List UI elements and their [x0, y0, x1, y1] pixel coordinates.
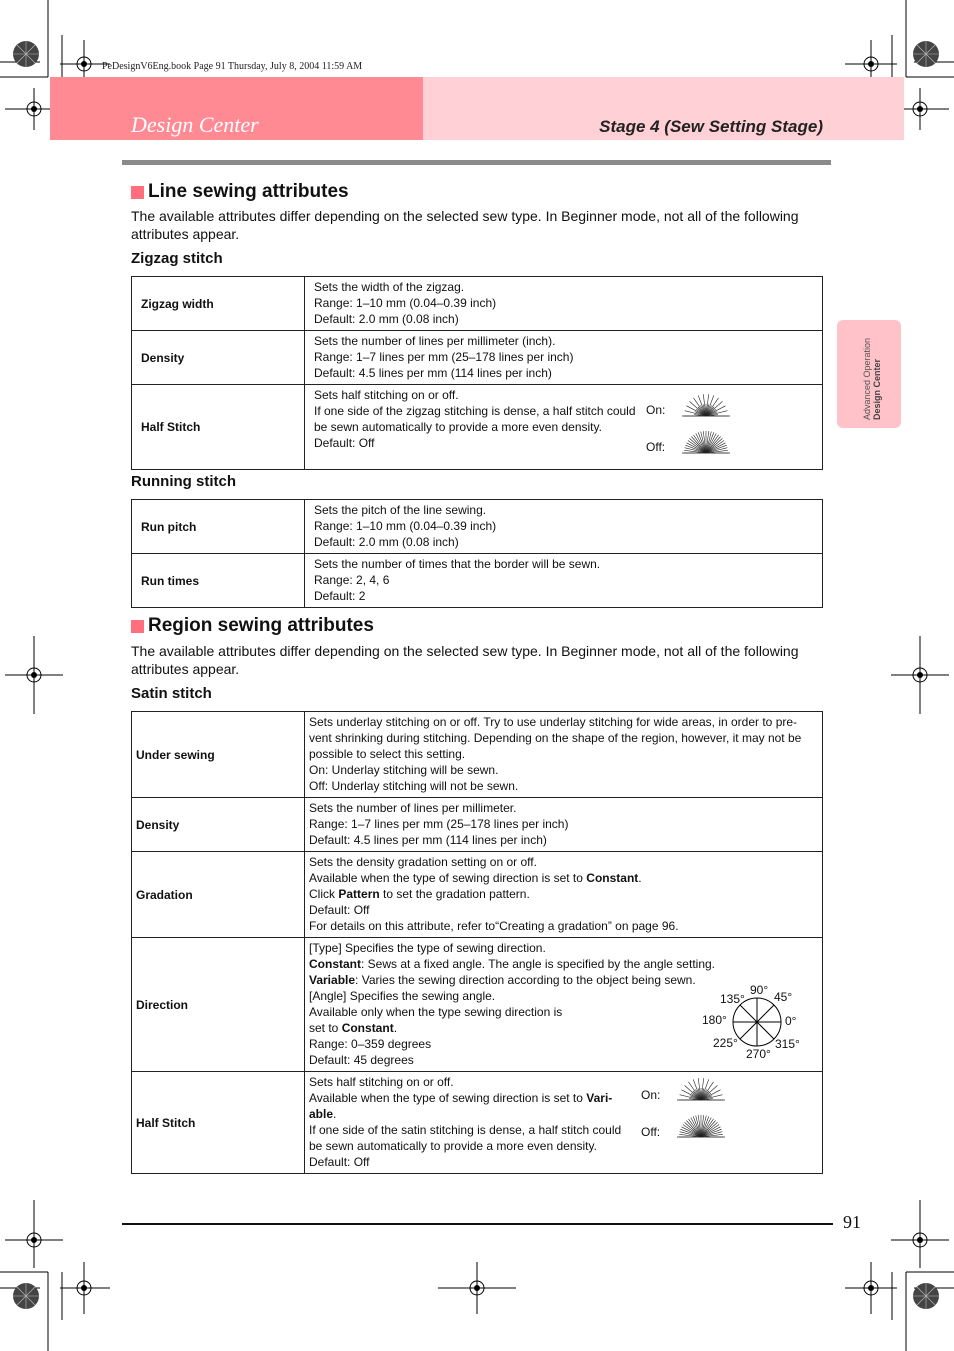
- desc-line: Off: Underlay stitching will not be sewn.: [309, 779, 519, 793]
- angle-270-label: 270°: [746, 1047, 771, 1061]
- page-number: 91: [843, 1212, 861, 1232]
- desc-line: If one side of the zigzag stitching is dense, a half stitch could: [314, 404, 636, 418]
- desc-line: Available when the type of sewing direction is set to Vari-: [309, 1091, 613, 1105]
- desc-line: Default: Off: [314, 436, 375, 450]
- desc-line: On: Underlay stitching will be sewn.: [309, 763, 499, 777]
- satin-half-stitch-off-icon: [673, 1112, 729, 1140]
- desc-line: Range: 2, 4, 6: [314, 573, 390, 587]
- desc-line: [Angle] Specifies the sewing angle.: [309, 989, 496, 1003]
- angle-135-label: 135°: [720, 992, 745, 1006]
- desc-line: [Type] Specifies the type of sewing direction.: [309, 941, 546, 955]
- desc-line: Constant: Sews at a fixed angle. The angle is specified by the angle setting.: [309, 957, 715, 971]
- row-label: Zigzag width: [132, 277, 305, 331]
- desc-line: Default: Off: [309, 1155, 370, 1169]
- desc-line: possible to select this setting.: [309, 747, 466, 761]
- desc-line: Range: 1–10 mm (0.04–0.39 inch): [314, 296, 497, 310]
- row-label: Direction: [132, 938, 305, 1072]
- side-tab-label: [862, 338, 882, 420]
- running-table: [131, 499, 823, 608]
- row-label: Under sewing: [132, 712, 305, 798]
- row-label: Half Stitch: [132, 385, 305, 470]
- region-section-title: Region sewing attributes: [148, 615, 374, 636]
- desc-line: Default: Off: [309, 903, 370, 917]
- side-tab-line1: Advanced Operation: [862, 337, 872, 420]
- desc-line: set to Constant.: [309, 1021, 398, 1035]
- row-label: Run pitch: [132, 500, 305, 554]
- desc-line: If one side of the satin stitching is dense, a half stitch could: [309, 1123, 622, 1137]
- footer-rule: [122, 1223, 833, 1225]
- row-description: [305, 277, 823, 331]
- book-info-line: PeDesignV6Eng.book Page 91 Thursday, July 8, 2004 11:59 AM: [102, 61, 363, 72]
- table-row: [132, 277, 823, 331]
- region-section-intro: The available attributes differ depending on the selected sew type. In Beginner mode, not all of the following attributes appear.: [131, 643, 799, 677]
- desc-line: Default: 2.0 mm (0.08 inch): [314, 535, 459, 549]
- row-description: [305, 712, 823, 798]
- angle-90-label: 90°: [750, 983, 769, 997]
- row-label: Run times: [132, 554, 305, 608]
- table-row: [132, 554, 823, 608]
- desc-line: Sets the pitch of the line sewing.: [314, 503, 487, 517]
- row-description: [305, 554, 823, 608]
- desc-line: Available only when the type sewing direction is: [309, 1005, 563, 1019]
- side-tab-line2: Design Center: [872, 358, 882, 420]
- angle-225-label: 225°: [713, 1036, 738, 1050]
- region-section-heading: [131, 615, 374, 637]
- chapter-title: Design Center: [131, 112, 259, 137]
- row-description: [305, 385, 823, 470]
- table-row: [132, 500, 823, 554]
- table-row: [132, 852, 823, 938]
- angle-180-label: 180°: [702, 1013, 727, 1027]
- desc-line: vent shrinking during stitching. Depending on the shape of the region, however, it may not be: [309, 731, 802, 745]
- half-stitch-on-label: On:: [646, 403, 666, 417]
- half-stitch-off-label: Off:: [646, 440, 666, 454]
- table-row: [132, 331, 823, 385]
- desc-line: be sewn automatically to provide a more even density.: [309, 1139, 597, 1153]
- desc-line: Sets the density gradation setting on or off.: [309, 855, 537, 869]
- table-row: [132, 712, 823, 798]
- row-description: [305, 500, 823, 554]
- desc-line: Sets half stitching on or off.: [314, 388, 459, 402]
- angle-45-label: 45°: [774, 990, 793, 1004]
- desc-line: For details on this attribute, refer to“Creating a gradation” on page 96.: [309, 919, 679, 933]
- half-stitch-on-icon: [678, 391, 734, 419]
- line-section-intro: The available attributes differ depending on the selected sew type. In Beginner mode, not all of the following attributes appear.: [131, 208, 799, 242]
- row-label: Density: [132, 798, 305, 852]
- row-label: Half Stitch: [132, 1072, 305, 1174]
- row-description: [305, 1072, 823, 1174]
- satin-title: Satin stitch: [131, 685, 212, 702]
- desc-line: Sets the number of times that the border will be sewn.: [314, 557, 601, 571]
- desc-line: able.: [309, 1107, 337, 1121]
- desc-line: Sets underlay stitching on or off. Try to use underlay stitching for wide areas, in order to pre-: [309, 715, 798, 729]
- half-stitch-off-icon: [678, 428, 734, 456]
- desc-line: Click Pattern to set the gradation pattern.: [309, 887, 530, 901]
- desc-line: Sets the width of the zigzag.: [314, 280, 465, 294]
- header-rule: [122, 160, 831, 165]
- table-row: [132, 938, 823, 1072]
- running-title: Running stitch: [131, 473, 236, 490]
- line-section-title: Line sewing attributes: [148, 181, 349, 202]
- zigzag-title: Zigzag stitch: [131, 250, 223, 267]
- satin-table: [131, 711, 823, 1174]
- stage-title: Stage 4 (Sew Setting Stage): [599, 117, 823, 136]
- row-label: Density: [132, 331, 305, 385]
- desc-line: Default: 4.5 lines per mm (114 lines per inch): [309, 833, 547, 847]
- desc-line: Available when the type of sewing direction is set to Constant.: [309, 871, 642, 885]
- row-description: [305, 852, 823, 938]
- desc-line: Range: 1–7 lines per mm (25–178 lines per inch): [309, 817, 569, 831]
- desc-line: be sewn automatically to provide a more even density.: [314, 420, 602, 434]
- satin-half-stitch-on-icon: [673, 1075, 729, 1103]
- row-label: Gradation: [132, 852, 305, 938]
- desc-line: Default: 2: [314, 589, 366, 603]
- desc-line: Range: 1–10 mm (0.04–0.39 inch): [314, 519, 497, 533]
- row-description: [305, 331, 823, 385]
- heading-square-icon: [131, 186, 144, 199]
- desc-line: Default: 45 degrees: [309, 1053, 414, 1067]
- desc-line: Default: 2.0 mm (0.08 inch): [314, 312, 459, 326]
- heading-square-icon: [131, 620, 144, 633]
- table-row: [132, 798, 823, 852]
- desc-line: Sets the number of lines per millimeter (inch).: [314, 334, 556, 348]
- desc-line: Sets half stitching on or off.: [309, 1075, 454, 1089]
- line-section-heading: [131, 181, 349, 203]
- desc-line: Range: 0–359 degrees: [309, 1037, 432, 1051]
- angle-0-label: 0°: [785, 1014, 797, 1028]
- angle-315-label: 315°: [775, 1037, 800, 1051]
- desc-line: Range: 1–7 lines per mm (25–178 lines per inch): [314, 350, 574, 364]
- desc-line: Sets the number of lines per millimeter.: [309, 801, 517, 815]
- row-description: [305, 798, 823, 852]
- desc-line: Variable: Varies the sewing direction according to the object being sewn.: [309, 973, 696, 987]
- satin-half-stitch-on-label: On:: [641, 1088, 661, 1102]
- desc-line: Default: 4.5 lines per mm (114 lines per inch): [314, 366, 552, 380]
- satin-half-stitch-off-label: Off:: [641, 1125, 661, 1139]
